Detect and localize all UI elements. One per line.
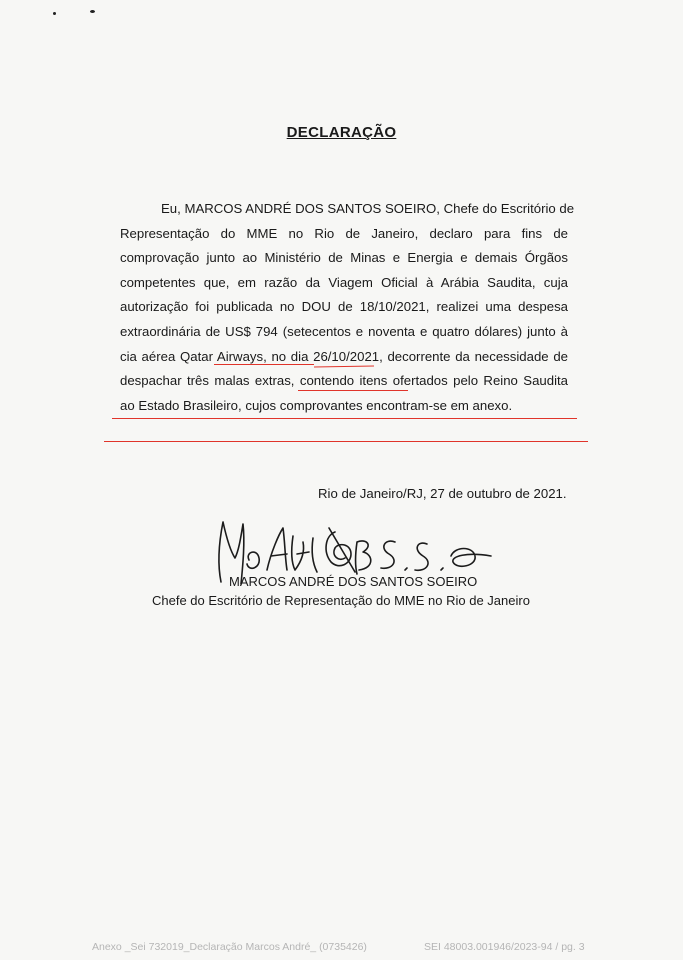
footer-attachment-ref: Anexo _Sei 732019_Declaração Marcos André_ (0735426)	[92, 941, 367, 953]
body-line: competentes que, em razão da Viagem Oficial à Arábia Saudita, cuja	[120, 274, 568, 290]
body-line: Eu, MARCOS ANDRÉ DOS SANTOS SOEIRO, Chefe do Escritório de	[161, 201, 575, 216]
body-line: comprovação junto ao Ministério de Minas e Energia e demais Órgãos	[120, 250, 568, 266]
signatory-role: Chefe do Escritório de Representação do MME no Rio de Janeiro	[152, 593, 530, 608]
place-and-date: Rio de Janeiro/RJ, 27 de outubro de 2021.	[318, 486, 567, 501]
red-underline-annotation	[214, 364, 314, 365]
body-line: despachar três malas extras, contendo itens ofertados pelo Reino Saudita	[120, 373, 568, 389]
declaration-body	[120, 197, 575, 418]
red-underline-annotation	[298, 390, 408, 391]
body-line: ao Estado Brasileiro, cujos comprovantes encontram-se em anexo.	[120, 397, 513, 413]
body-line: extraordinária de US$ 794 (setecentos e noventa e quatro dólares) junto à	[120, 323, 568, 339]
body-line: cia aérea Qatar Airways, no dia 26/10/2021, decorrente da necessidade de	[120, 348, 568, 364]
signatory-name: MARCOS ANDRÉ DOS SANTOS SOEIRO	[229, 574, 478, 589]
document-title: DECLARAÇÃO	[286, 124, 397, 141]
body-line: Representação do MME no Rio de Janeiro, declaro para fins de	[120, 225, 568, 241]
red-underline-annotation	[112, 418, 577, 419]
body-line: autorização foi publicada no DOU de 18/10/2021, realizei uma despesa	[120, 299, 568, 315]
red-underline-annotation	[104, 441, 588, 442]
scan-speck	[53, 12, 56, 15]
footer-process-number: SEI 48003.001946/2023-94 / pg. 3	[424, 941, 585, 953]
scan-speck	[90, 10, 95, 13]
